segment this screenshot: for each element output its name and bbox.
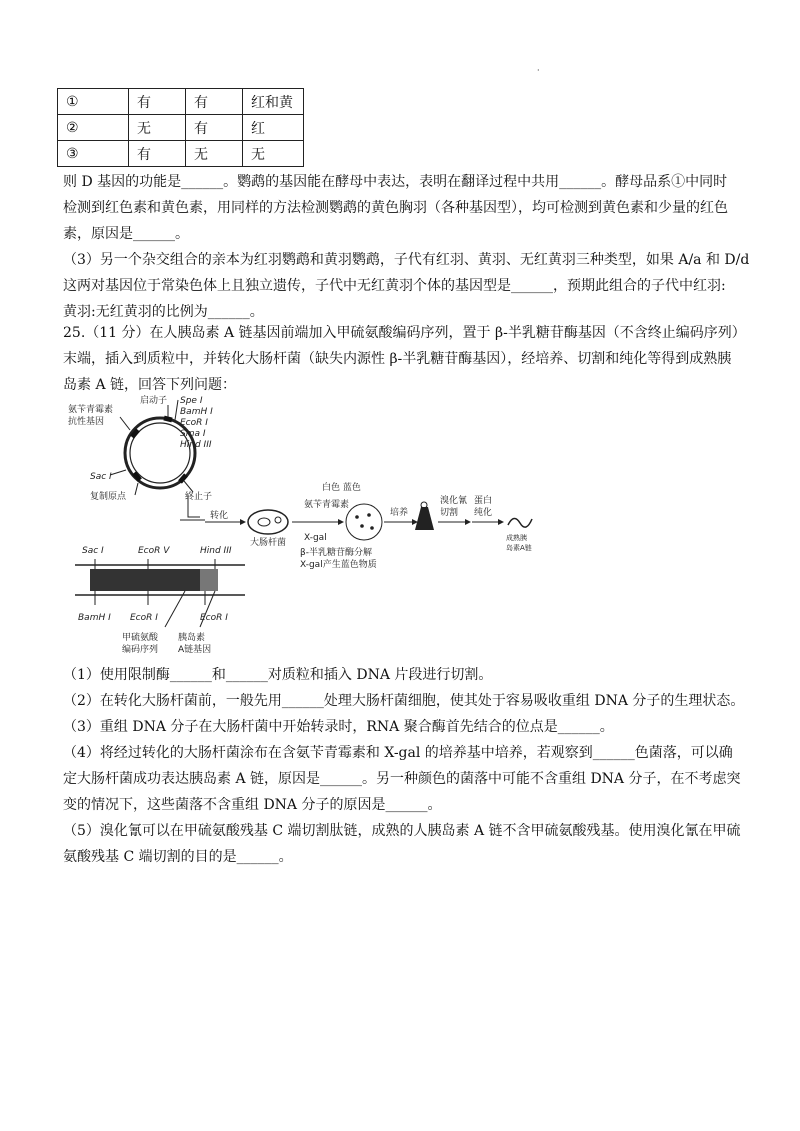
terminator-label: 终止子 [185,492,213,502]
table-cell: 无 [186,141,243,167]
table-cell: 有 [186,89,243,115]
table-cell: ① [58,89,129,115]
table-cell: ③ [58,141,129,167]
table-cell: 有 [129,89,186,115]
text-line: （3）另一个杂交组合的亲本为红羽鹦鹉和黄羽鹦鹉，子代有红羽、黄羽、无红黄羽三种类型，如果 A/a 和 D/d [63,252,750,268]
question-line: （5）溴化氰可以在甲硫氨酸残基 C 端切割肽链，成熟的人胰岛素 A 链不含甲硫氨酸残基。使用溴化氰在甲硫 [63,823,741,839]
transform-label: 转化 [210,511,229,521]
petri-dish [346,504,382,540]
insert-site-top: Hind III [200,546,232,556]
ori-label: 复制原点 [90,492,127,502]
table-cell: 有 [129,141,186,167]
purify-label: 蛋白 [474,496,493,506]
met-caption: 编码序列 [122,645,159,655]
question-line: （2）在转化大肠杆菌前，一般先用______处理大肠杆菌细胞，使其处于容易吸收重组 DNA 分子的生理状态。 [63,693,745,709]
text-line: 检测到红色素和黄色素，用同样的方法检测鹦鹉的黄色胸羽（各种基因型），均可检测到黄色素和少量的红色 [63,200,728,216]
site-label: Hind III [180,440,212,450]
insert-site-bottom: EcoR I [130,613,158,623]
insert-site-top: EcoR V [138,546,170,556]
site-label: EcoR I [180,418,208,428]
product-label: 岛素A链 [506,544,532,552]
question-line: （1）使用限制酶______和______对质粒和插入 DNA 片段进行切割。 [63,667,493,683]
text-line: 末端，插入到质粒中，并转化大肠杆菌（缺失内源性 β-半乳糖苷酶基因），经培养、切割和纯化等得到成熟胰 [63,351,732,367]
ecoli-label: 大肠杆菌 [250,538,287,548]
peptide-chain-icon [508,518,532,527]
text-line: 25.（11 分）在人胰岛素 A 链基因前端加入甲硫氨酸编码序列，置于 β-半乳糖苷酶基因（不含终止编码序列） [63,325,746,341]
text-line: 则 D 基因的功能是______。鹦鹉的基因能在酵母中表达，表明在翻译过程中共用______。酵母品系①中同时 [63,174,728,190]
table-row [58,89,304,115]
table-cell: 红和黄 [243,89,304,115]
cnbr-label: 切割 [440,508,459,518]
sac-label: Sac I [90,472,112,482]
question-line: 定大肠杆菌成功表达胰岛素 A 链，原因是______。另一种颜色的菌落中可能不含重组 DNA 分子，在不考虑突 [63,771,741,787]
insulin-caption: 胰岛素 [178,633,206,643]
tube-icon [415,502,434,530]
medium-label: X-gal [304,533,327,543]
cnbr-label: 溴化氰 [440,496,468,506]
table-cell: 无 [243,141,304,167]
q25-questions [63,662,748,870]
culture-label: 培养 [390,508,409,518]
scan-dot: · [537,66,540,75]
text-line: 素，原因是______。 [63,226,189,242]
text-line: 岛素 A 链，回答下列问题： [63,377,237,393]
table-cell: 有 [186,115,243,141]
amp-label-1: 氨苄青霉素 [68,405,114,415]
insulin-caption: A链基因 [178,645,212,655]
q25-intro [63,320,748,398]
question-line: （4）将经过转化的大肠杆菌涂布在含氨苄青霉素和 X-gal 的培养基中培养，若观察到______色菌落，可以确 [63,745,733,761]
colony-colors: 白色 蓝色 [322,483,361,493]
result-table [57,88,304,167]
text-line: 这两对基因位于常染色体上且独立遗传，子代中无红黄羽个体的基因型是______，预期此组合的子代中红羽: [63,278,726,294]
table-cell: ② [58,115,129,141]
insert-site-bottom: BamH I [78,613,111,623]
product-label: 成熟胰 [506,534,527,542]
site-label: BamH I [180,407,213,417]
insert-site-bottom: EcoR I [200,613,228,623]
met-caption: 甲硫氨酸 [122,633,159,643]
text-line: 黄羽:无红黄羽的比例为______。 [63,304,264,320]
amp-label-2: 抗性基因 [68,417,105,427]
promoter-label: 启动子 [140,396,168,406]
question-line: （3）重组 DNA 分子在大肠杆菌中开始转录时，RNA 聚合酶首先结合的位点是______。 [63,719,614,735]
table-row [58,115,304,141]
question-line: 变的情况下，这些菌落不含重组 DNA 分子的原因是______。 [63,797,442,813]
q24-continuation [63,169,748,325]
table-row [58,141,304,167]
cloning-diagram [60,395,540,660]
question-line: 氨酸残基 C 端切割的目的是______。 [63,849,293,865]
site-label: Spe I [180,396,203,406]
table-cell: 红 [243,115,304,141]
medium-label: 氨苄青霉素 [304,500,350,510]
table-cell: 无 [129,115,186,141]
note-label: β-半乳糖苷酶分解 [300,548,372,558]
insert-site-top: Sac I [82,546,104,556]
purify-label: 纯化 [474,508,493,518]
site-label: Sma I [180,429,206,439]
ecoli-cell [248,510,288,534]
note-label: X-gal产生蓝色物质 [300,560,377,570]
